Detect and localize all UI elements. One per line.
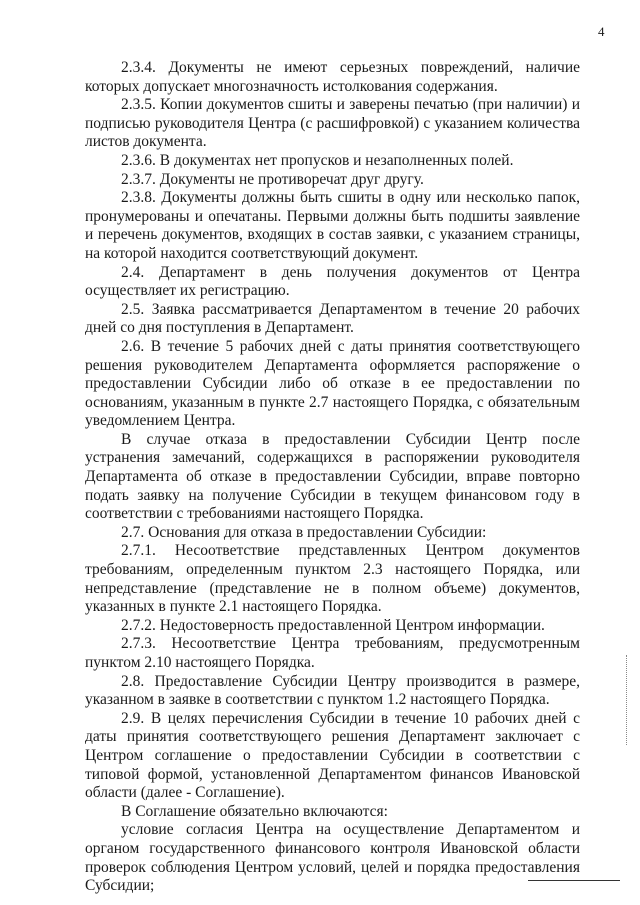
paragraph-2-7: 2.7. Основания для отказа в предоставлении Субсидии: (121, 523, 487, 541)
paragraph-2-3-5: 2.3.5. Копии документов сшиты и заверены печатью (при наличии) и подписью руководителя Центра (с расшифровкой) с указанием количества листов документа. (85, 96, 580, 151)
paragraph-2-4: 2.4. Департамент в день получения документов от Центра осуществляет их регистрацию. (85, 263, 580, 300)
paragraph-agreement-condition: условие согласия Центра на осуществление Департаментом и органом государственного финансового контроля Ивановской области проверок соблюдения Центром условий, целей и порядка предоставления Субсидии; (85, 821, 580, 895)
paragraph-2-3-7: 2.3.7. Документы не противоречат друг другу. (121, 170, 424, 188)
paragraph-2-6: 2.6. В течение 5 рабочих дней с даты принятия соответствующего решения руководителем Департамента оформляется распоряжение о предоставлении Субсидии либо об отказе в ее предоставлении по основаниям, указанным в пункте 2.7 настоящего Порядка, с обязательным уведомлением Центра. (85, 337, 580, 430)
paragraph-2-3-8: 2.3.8. Документы должны быть сшиты в одну или несколько папок, пронумерованы и опечатаны. Первыми должны быть подшиты заявление и перечень документов, входящих в состав заявки, с указанием страницы, на которой находится соответствующий документ. (85, 189, 580, 262)
paragraph-2-7-2: 2.7.2. Недостоверность предоставленной Центром информации. (121, 616, 545, 634)
paragraph-2-5: 2.5. Заявка рассматривается Департаментом в течение 20 рабочих дней со дня поступления в Департамент. (85, 300, 580, 337)
paragraph-2-9: 2.9. В целях перечисления Субсидии в течение 10 рабочих дней с даты принятия соответствующего решения Департамент заключает с Центром соглашение о предоставлении Субсидии в соответствии с типовой формой, установленной Департаментом финансов Ивановской области (далее - Соглашение). (85, 709, 580, 802)
paragraph-2-7-3: 2.7.3. Несоответствие Центра требованиям, предусмотренным пунктом 2.10 настоящего Порядка. (85, 635, 580, 671)
scan-edge-marks (626, 655, 637, 745)
paragraph-agreement-intro: В Соглашение обязательно включаются: (121, 802, 388, 820)
paragraph-2-3-4: 2.3.4. Документы не имеют серьезных повреждений, наличие которых допускает многозначность истолкования содержания. (85, 59, 580, 95)
paragraph-2-8: 2.8. Предоставление Субсидии Центру производится в размере, указанном в заявке в соответствии с пунктом 1.2 настоящего Порядка. (85, 672, 580, 709)
paragraph-refusal-case: В случае отказа в предоставлении Субсидии Центр после устранения замечаний, содержащихся в распоряжении руководителя Департамента об отказе в предоставлении Субсидии, вправе повторно подать заявку на получение Субсидии в текущем финансовом году в соответствии с требованиями настоящего Порядка. (85, 430, 580, 523)
footnote-rule (528, 880, 620, 881)
paragraph-2-3-6: 2.3.6. В документах нет пропусков и незаполненных полей. (121, 151, 514, 169)
document-body (85, 59, 580, 896)
page-number: 4 (598, 24, 605, 39)
paragraph-2-7-1: 2.7.1. Несоответствие представленных Центром документов требованиям, определенным пунктом 2.3 настоящего Порядка, или непредставление (представление не в полном объеме) документов, указанных в пункте 2.1 настоящего Порядка. (85, 542, 580, 616)
